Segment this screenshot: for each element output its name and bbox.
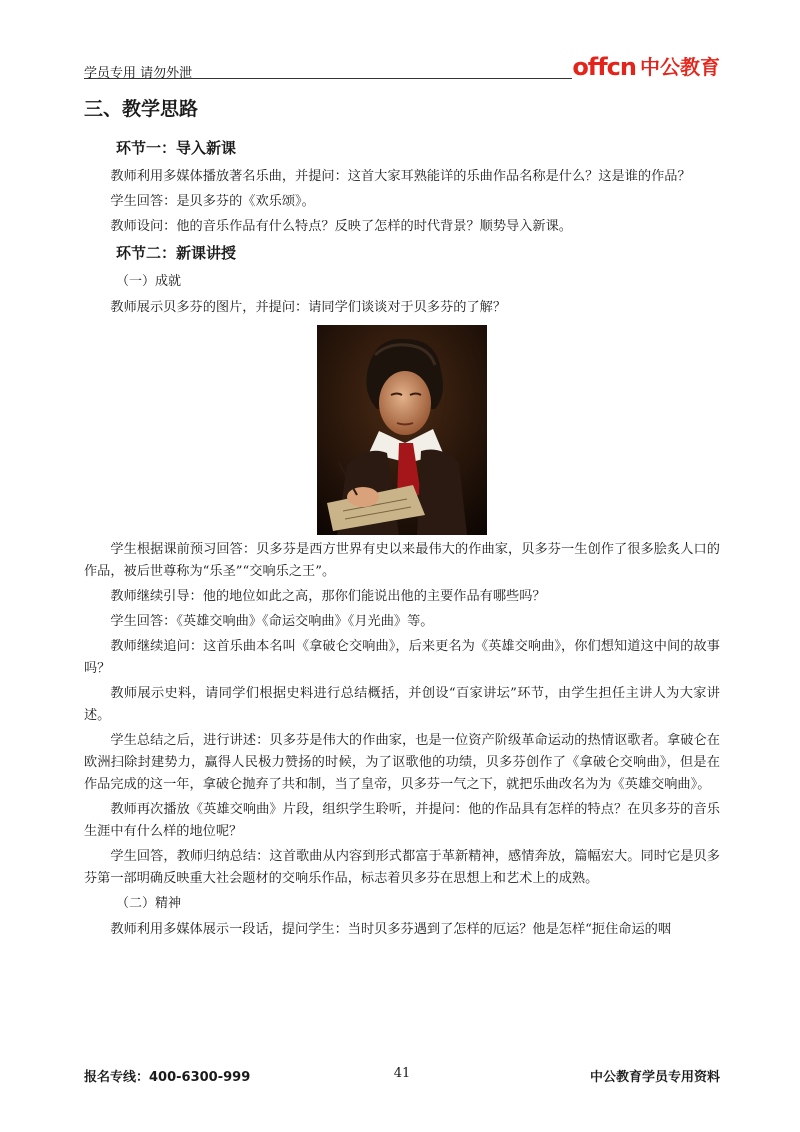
paragraph: 教师展示史料，请同学们根据史料进行总结概括，并创设“百家讲坛”环节，由学生担任主讲人为大家讲述。: [84, 686, 720, 723]
paragraph: 教师展示贝多芬的图片，并提问：请同学们谈谈对于贝多芬的了解？: [110, 300, 507, 315]
offcn-logo: [572, 50, 720, 80]
paragraph: 学生总结之后，进行讲述：贝多芬是伟大的作曲家，也是一位资产阶级革命运动的热情讴歌者。拿破仑在欧洲扫除封建势力，赢得人民极力赞扬的时候，为了讴歌他的功绩，贝多芬创作了《拿破仑交响曲》，但是在作品完成的这一年，拿破仑抛弃了共和制，当了皇帝，贝多芬一气之下，就把乐曲改名为为《英雄交响曲》。: [84, 733, 720, 792]
section-title: 三、教学思路: [84, 98, 199, 120]
paragraph: 教师继续引导：他的地位如此之高，那你们能说出他的主要作品有哪些吗？: [110, 589, 546, 604]
beethoven-portrait: [317, 325, 487, 535]
step1-title: 环节一：导入新课: [116, 139, 237, 157]
footer-hotline: 报名专线：400-6300-999: [84, 1070, 251, 1085]
logo-cn: 中公教育: [640, 55, 720, 79]
page-header: [84, 50, 720, 80]
paragraph: 学生回答，教师归纳总结：这首歌曲从内容到形式都富于革新精神，感情奔放，篇幅宏大。同时它是贝多芬第一部明确反映重大社会题材的交响乐作品，标志着贝多芬在思想上和艺术上的成熟。: [84, 849, 720, 886]
paragraph: 学生回答：《英雄交响曲》《命运交响曲》《月光曲》等。: [110, 614, 434, 629]
subsection-achievement: （一）成就: [116, 274, 182, 289]
paragraph: 教师设问：他的音乐作品有什么特点？反映了怎样的时代背景？顺势导入新课。: [110, 219, 572, 234]
header-rule: [84, 78, 572, 79]
footer-label: 中公教育学员专用资料: [589, 1070, 720, 1085]
step2-title: 环节二：新课讲授: [116, 244, 237, 262]
paragraph: 学生回答：是贝多芬的《欢乐颂》。: [110, 194, 315, 209]
logo-en: offcn: [572, 53, 636, 81]
paragraph: 教师利用多媒体展示一段话，提问学生：当时贝多芬遇到了怎样的厄运？他是怎样“扼住命运的咽: [110, 922, 672, 937]
page-number: 41: [393, 1066, 411, 1081]
paragraph: 教师再次播放《英雄交响曲》片段，组织学生聆听，并提问：他的作品具有怎样的特点？在贝多芬的音乐生涯中有什么样的地位呢？: [84, 802, 720, 839]
paragraph: 教师利用多媒体播放著名乐曲，并提问：这首大家耳熟能详的乐曲作品名称是什么？这是谁的作品？: [110, 169, 691, 184]
page-footer: [84, 1066, 720, 1088]
paragraph: 学生根据课前预习回答：贝多芬是西方世界有史以来最伟大的作曲家，贝多芬一生创作了很多脍炙人口的作品，被后世尊称为“乐圣”“交响乐之王”。: [84, 542, 720, 579]
paragraph: 教师继续追问：这首乐曲本名叫《拿破仑交响曲》，后来更名为《英雄交响曲》，你们想知道这中间的故事吗？: [84, 639, 720, 676]
document-body: [84, 96, 720, 944]
subsection-spirit: （二）精神: [116, 896, 182, 911]
header-notice: 学员专用 请勿外泄: [84, 66, 193, 81]
